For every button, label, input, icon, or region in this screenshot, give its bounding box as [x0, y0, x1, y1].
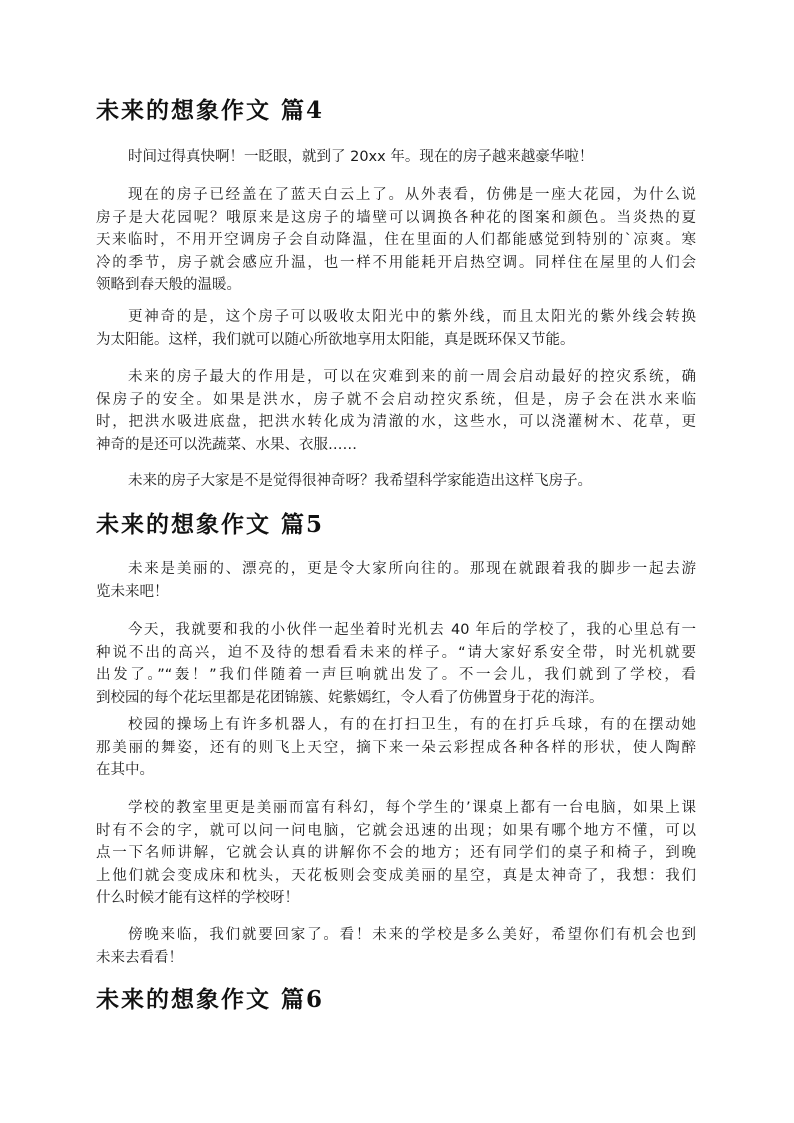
paragraph-line: 现在的房子已经盖在了蓝天白云上了。从外表看，仿佛是一座大花园，为什么说 [128, 187, 696, 203]
paragraph-line: 览未来吧！ [96, 583, 169, 600]
paragraph-line: 点一下名师讲解，它就会认真的讲解你不会的地方；还有同学们的桌子和椅子，到晚 [96, 845, 696, 861]
section-heading-5: 未来的想象作文 篇5 [96, 511, 325, 538]
paragraph-line: 未来的房子大家是不是觉得很神奇呀？我希望科学家能造出这样飞房子。 [128, 473, 592, 489]
paragraph-line: 时有不会的字，就可以问一问电脑，它就会迅速的出现；如果有哪个地方不懂，可以 [96, 822, 696, 839]
paragraph-line: 神奇的是还可以洗蔬菜、水果、衣服…… [96, 436, 357, 453]
paragraph-line: 时，把洪水吸进底盘，把洪水转化成为清澈的水，这些水，可以浇灌树木、花草，更 [96, 414, 696, 430]
paragraph-line: 什么时候才能有这样的学校呀！ [96, 890, 299, 906]
paragraph-line: 房子是大花园呢？哦原来是这房子的墙壁可以调换各种花的图案和颜色。当炎热的夏 [96, 209, 696, 226]
paragraph-line: 出发了。”“轰！”我们伴随着一声巨响就出发了。不一会儿，我们就到了学校，看 [96, 667, 696, 683]
paragraph-line: 今天，我就要和我的小伙伴一起坐着时光机去 40 年后的学校了，我的心里总有一 [128, 622, 696, 638]
paragraph [96, 306, 696, 351]
paragraph-line: 时间过得真快啊！一眨眼，就到了 20xx 年。现在的房子越来越豪华啦！ [128, 149, 594, 165]
paragraph [96, 184, 696, 297]
paragraph-line: 未来是美丽的、漂亮的，更是令大家所向往的。那现在就跟着我的脚步一起去游 [128, 561, 696, 577]
paragraph-line: 保房子的安全。如果是洪水，房子就不会启动控灾系统，但是，房子会在洪水来临 [96, 391, 696, 408]
section-heading-6: 未来的想象作文 篇6 [96, 986, 325, 1013]
paragraph-line: 校园的操场上有许多机器人，有的在打扫卫生，有的在打乒乓球，有的在摆动她 [128, 717, 696, 733]
paragraph [96, 558, 696, 603]
paragraph [96, 714, 696, 782]
paragraph [96, 924, 696, 969]
paragraph [96, 146, 696, 169]
paragraph-line: 天来临时，不用开空调房子会自动降温，住在里面的人们都能感觉到特别的`凉爽。寒 [96, 232, 696, 248]
paragraph-line: 种说不出的高兴，迫不及待的想看看未来的样子。“请大家好系安全带，时光机就要 [96, 644, 696, 661]
paragraph-line: 在其中。 [96, 762, 154, 778]
paragraph-line: 为太阳能。这样，我们就可以随心所欲地享用太阳能，真是既环保又节能。 [96, 331, 575, 348]
section-heading-4: 未来的想象作文 篇4 [96, 97, 325, 124]
paragraph-line: 未来的房子最大的作用是，可以在灾难到来的前一周会启动最好的控灾系统，确 [128, 369, 696, 385]
paragraph [96, 366, 696, 456]
paragraph-line: 冷的季节，房子就会感应升温，也一样不用能耗开启热空调。同样住在屋里的人们会 [96, 254, 696, 271]
paragraph [96, 470, 696, 493]
paragraph-line: 学校的教室里更是美丽而富有科幻，每个学生的’课桌上都有一台电脑，如果上课 [128, 800, 696, 816]
paragraph-line: 未来去看看！ [96, 949, 183, 966]
paragraph-line: 到校园的每个花坛里都是花团锦簇、姹紫嫣红，令人看了仿佛置身于花的海洋。 [96, 689, 604, 706]
paragraph-line: 傍晚来临，我们就要回家了。看！未来的学校是多么美好，希望你们有机会也到 [128, 927, 696, 943]
paragraph [96, 619, 696, 709]
paragraph-line: 那美丽的舞姿，还有的则飞上天空，摘下来一朵云彩捏成各种各样的形状，使人陶醉 [96, 739, 696, 756]
paragraph-line: 上他们就会变成床和枕头，天花板则会变成美丽的星空，真是太神奇了，我想：我们 [96, 867, 696, 884]
paragraph-line: 更神奇的是，这个房子可以吸收太阳光中的紫外线，而且太阳光的紫外线会转换 [128, 309, 696, 325]
paragraph [96, 797, 696, 910]
paragraph-line: 领略到春天般的温暖。 [96, 277, 241, 293]
